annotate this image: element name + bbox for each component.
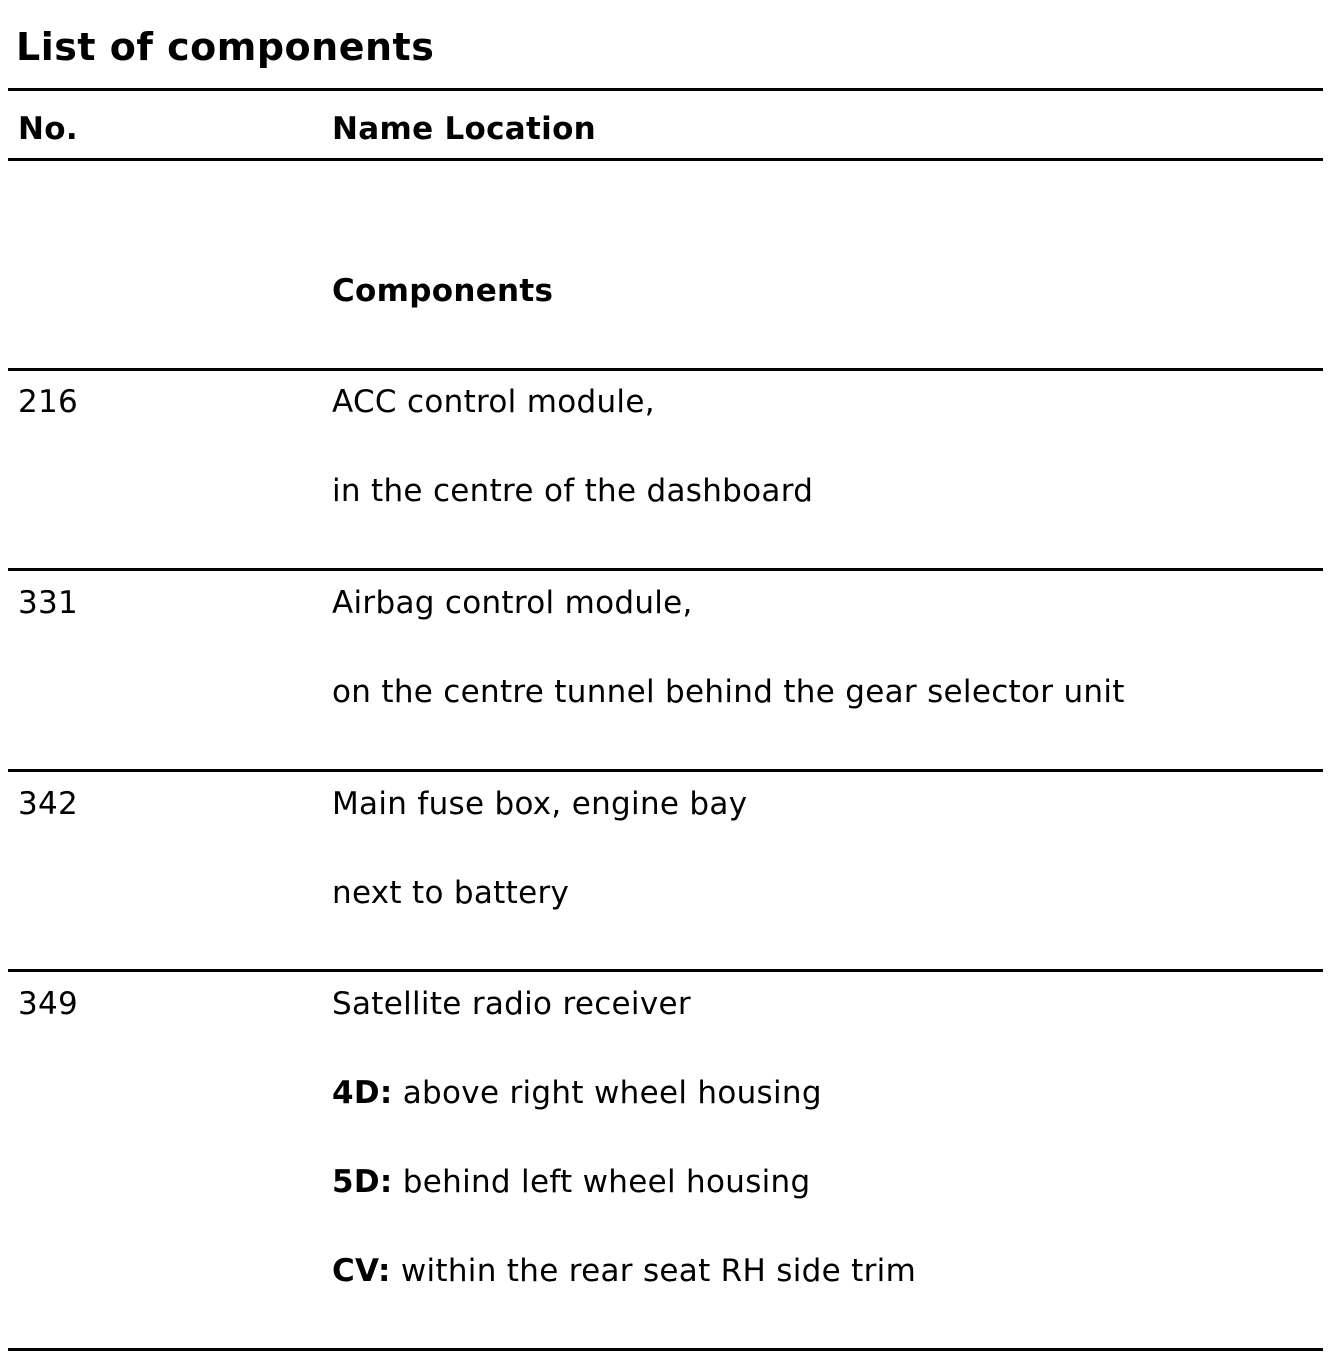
variant-code: CV:: [332, 1253, 391, 1289]
variant-location: [332, 1162, 810, 1202]
component-name: Main fuse box, engine bay: [332, 786, 748, 822]
section-heading: Components: [332, 273, 554, 309]
row-divider: [8, 769, 1323, 772]
variant-location: [332, 1251, 916, 1291]
component-name: ACC control module,: [332, 384, 655, 420]
row-divider: [8, 969, 1323, 972]
variant-location: [332, 1073, 822, 1113]
component-number: 331: [18, 585, 79, 621]
component-name: Airbag control module,: [332, 585, 693, 621]
column-header-no: No.: [18, 111, 78, 147]
variant-text: behind left wheel housing: [402, 1164, 811, 1200]
component-number: 216: [18, 384, 79, 420]
component-number: 349: [18, 986, 79, 1022]
component-location: next to battery: [332, 875, 570, 911]
row-divider: [8, 368, 1323, 371]
variant-code: 4D:: [332, 1075, 393, 1111]
header-bottom-rule: [8, 158, 1323, 161]
row-divider: [8, 568, 1323, 571]
component-number: 342: [18, 786, 79, 822]
component-location: on the centre tunnel behind the gear selector unit: [332, 674, 1125, 710]
table-bottom-rule: [8, 1348, 1323, 1351]
component-location: in the centre of the dashboard: [332, 473, 814, 509]
column-header-name-location: Name Location: [332, 111, 597, 147]
header-top-rule: [8, 88, 1323, 91]
variant-text: above right wheel housing: [402, 1075, 822, 1111]
page-title: List of components: [16, 25, 435, 69]
variant-code: 5D:: [332, 1164, 393, 1200]
component-name: Satellite radio receiver: [332, 986, 691, 1022]
variant-text: within the rear seat RH side trim: [400, 1253, 917, 1289]
